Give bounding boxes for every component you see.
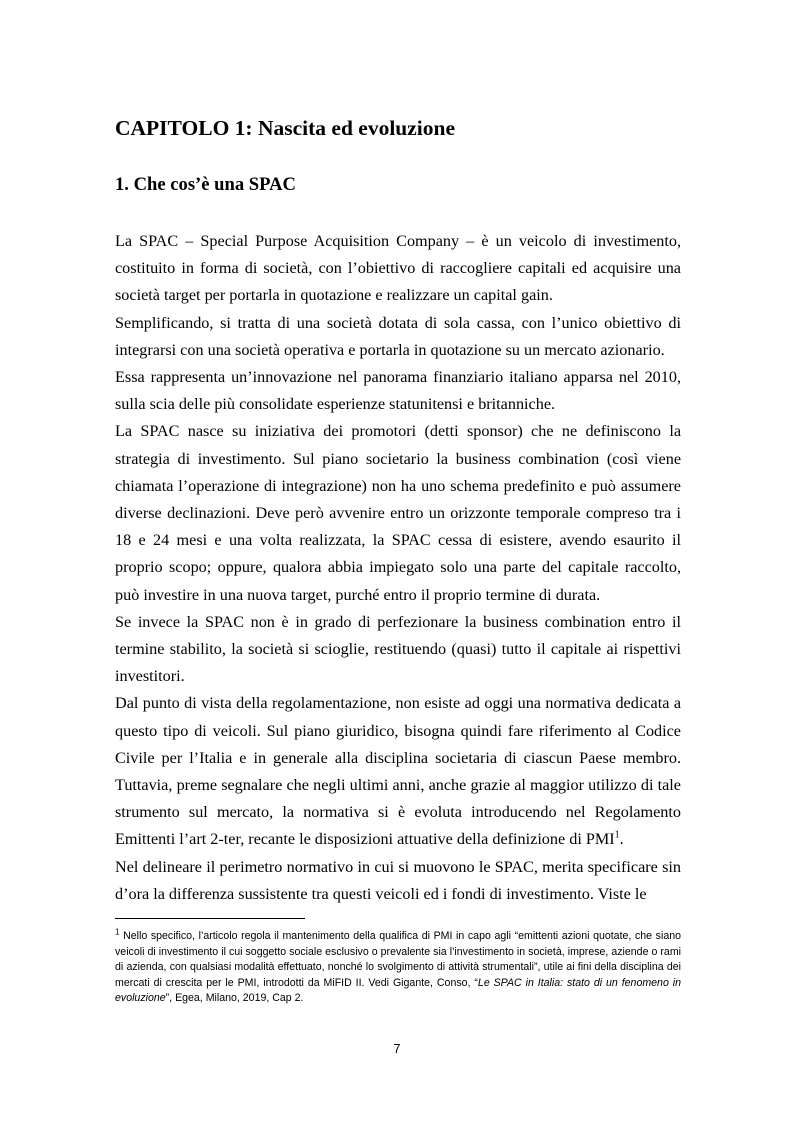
chapter-title: CAPITOLO 1: Nascita ed evoluzione xyxy=(115,116,456,140)
section-title: 1. Che cos’è una SPAC xyxy=(115,174,296,195)
paragraph-3: Essa rappresenta un’innovazione nel panorama finanziario italiano apparsa nel 2010, sulla scia delle più consolidate esperienze statunitensi e britanniche. xyxy=(115,368,681,414)
footnote-text-before: Nello specifico, l’articolo regola il mantenimento della qualifica di PMI in capo agli “emittenti azioni quotate, che siano veicoli di investimento il cui soggetto sociale esclusivo o prevalente sia l’investimento in società, imprese, aziende o rami di azienda, con qualsiasi modalità effettuato, nonché lo svolgimento di attività strumentali”, utile ai fini della disciplina dei mercati di crescita per le PMI, introdotti da MiFID II. Vedi Gigante, Conso, “ xyxy=(115,930,681,989)
paragraph-6 xyxy=(115,690,681,853)
paragraph-6-text: Dal punto di vista della regolamentazione, non esiste ad oggi una normativa dedicata a questo tipo di veicoli. Sul piano giuridico, bisogna quindi fare riferimento al Codice Civile per l’Italia e in generale alla disciplina societaria di ciascun Paese membro. Tuttavia, preme segnalare che negli ultimi anni, anche grazie al maggior utilizzo di tale strumento sul mercato, la normativa si è evoluta introducendo nel Regolamento Emittenti l’art 2-ter, recante le disposizioni attuative della definizione di PMI xyxy=(115,694,681,849)
footnote xyxy=(115,929,681,1007)
footnote-marker: 1 xyxy=(115,927,120,937)
paragraph-5: Se invece la SPAC non è in grado di perfezionare la business combination entro il termine stabilito, la società si scioglie, restituendo (quasi) tutto il capitale ai rispettivi investitori. xyxy=(115,612,681,686)
footnote-reference[interactable]: 1 xyxy=(614,830,620,842)
paragraph-2: Semplificando, si tratta di una società dotata di sola cassa, con l’unico obiettivo di integrarsi con una società operativa e portarla in quotazione su un mercato azionario. xyxy=(115,313,681,359)
paragraph-4: La SPAC nasce su iniziativa dei promotori (detti sponsor) che ne definiscono la strategia di investimento. Sul piano societario la business combination (così viene chiamata l’operazione di integrazione) non ha uno schema predefinito e può assumere diverse declinazioni. Deve però avvenire entro un orizzonte temporale compreso tra i 18 e 24 mesi e una volta realizzata, la SPAC cessa di esistere, avendo esaurito il proprio scopo; oppure, qualora abbia impiegato solo una parte del capitale raccolto, può investire in una nuova target, purché entro il proprio termine di durata. xyxy=(115,422,681,604)
paragraph-1: La SPAC – Special Purpose Acquisition Company – è un veicolo di investimento, costituito in forma di società, con l’obiettivo di raccogliere capitali ed acquisire una società target per portarla in quotazione e realizzare un capital gain. xyxy=(115,232,681,305)
footnote-separator xyxy=(115,918,305,919)
paragraph-7: Nel delineare il perimetro normativo in cui si muovono le SPAC, merita specificare sin d’ora la differenza sussistente tra questi veicoli ed i fondi di investimento. Viste le xyxy=(115,857,681,903)
footnote-book-title: Le SPAC in Italia: stato di un fenomeno in evoluzione xyxy=(115,976,681,1005)
paragraph-6-end: . xyxy=(619,830,624,849)
body-text xyxy=(115,228,681,908)
page-number: 7 xyxy=(393,1042,401,1056)
footnote-text-after: ”, Egea, Milano, 2019, Cap 2. xyxy=(165,992,304,1005)
